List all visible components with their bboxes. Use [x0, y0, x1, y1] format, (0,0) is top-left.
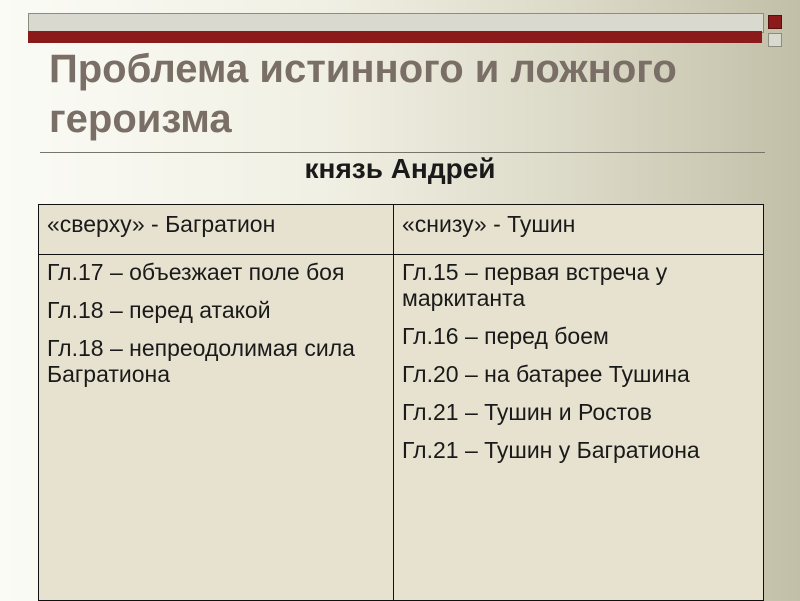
header-right: «снизу» - Тушин — [394, 205, 764, 255]
comparison-table — [38, 204, 764, 601]
decor-top-bar — [28, 13, 764, 33]
decor-grey-square — [768, 33, 782, 47]
left-cell — [39, 255, 394, 601]
list-item: Гл.18 – перед атакой — [47, 297, 271, 323]
right-cell — [394, 255, 764, 601]
list-item: Гл.18 – непреодолимая сила Багратиона — [47, 335, 355, 387]
table-header-row — [39, 205, 764, 255]
decor-red-bar — [28, 31, 762, 43]
list-item: Гл.20 – на батарее Тушина — [402, 361, 690, 387]
slide-subtitle: князь Андрей — [304, 153, 496, 184]
slide-title: Проблема истинного и ложного героизма — [49, 47, 677, 141]
list-item: Гл.21 – Тушин и Ростов — [402, 399, 652, 425]
table-row — [39, 255, 764, 601]
list-item: Гл.16 – перед боем — [402, 323, 609, 349]
decor-red-square — [768, 15, 782, 29]
list-item: Гл.17 – объезжает поле боя — [47, 259, 345, 285]
list-item: Гл.15 – первая встреча у маркитанта — [402, 259, 668, 311]
list-item: Гл.21 – Тушин у Багратиона — [402, 437, 700, 463]
header-left: «сверху» - Багратион — [39, 205, 394, 255]
